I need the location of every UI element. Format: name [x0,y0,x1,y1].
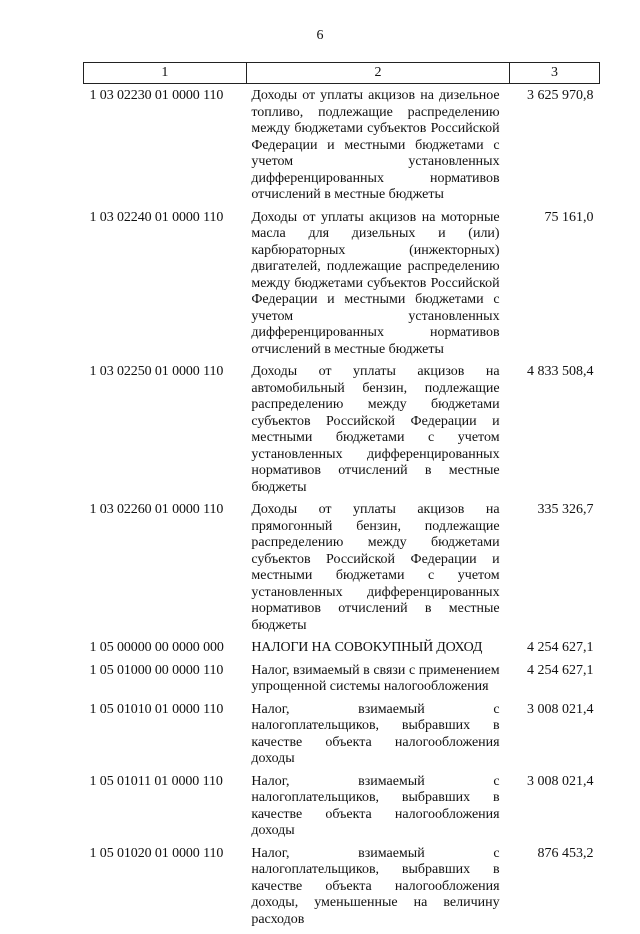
revenue-name: Налог, взимаемый в связи с применением упрощенной системы налогообложения [246,663,509,702]
budget-code: 1 03 02250 01 0000 110 [84,364,247,502]
table-row [84,84,600,210]
budget-code: 1 03 02240 01 0000 110 [84,210,247,365]
table-header [84,63,600,84]
amount: 335 326,7 [510,502,600,640]
budget-code: 1 05 01010 01 0000 110 [84,702,247,774]
table-row [84,846,600,934]
revenue-name: Доходы от уплаты акцизов на дизельное топливо, подлежащие распределению между бюджетами субъектов Российской Федерации и местными бюджетами с учетом установленных дифференцированных нормативов отчислений в местные бюджеты [246,84,509,210]
revenue-name: Доходы от уплаты акцизов на моторные масла для дизельных и (или) карбюраторных (инжекторных) двигателей, подлежащие распределению между бюджетами субъектов Российской Федерации и местными бюджетами с учетом установленных дифференцированных нормативов отчислений в местные бюджеты [246,210,509,365]
budget-code: 1 05 01020 01 0000 110 [84,846,247,934]
table-row [84,663,600,702]
header-col-3: 3 [510,63,600,84]
amount: 75 161,0 [510,210,600,365]
table-row [84,702,600,774]
revenue-name: Налог, взимаемый с налогоплательщиков, выбравших в качестве объекта налогообложения доходы, уменьшенные на величину расходов [246,846,509,934]
budget-code: 1 05 01000 00 0000 110 [84,663,247,702]
amount: 4 833 508,4 [510,364,600,502]
amount: 4 254 627,1 [510,640,600,663]
table-row [84,364,600,502]
table-row [84,640,600,663]
amount: 876 453,2 [510,846,600,934]
revenue-name: Доходы от уплаты акцизов на прямогонный бензин, подлежащие распределению между бюджетами субъектов Российской Федерации и местными бюджетами с учетом установленных дифференцированных нормативов отчислений в местные бюджеты [246,502,509,640]
amount: 3 625 970,8 [510,84,600,210]
revenue-name: НАЛОГИ НА СОВОКУПНЫЙ ДОХОД [246,640,509,663]
table-row [84,774,600,846]
table-row [84,210,600,365]
amount: 4 254 627,1 [510,663,600,702]
revenue-table [83,62,600,934]
table-row [84,502,600,640]
revenue-name: Налог, взимаемый с налогоплательщиков, выбравших в качестве объекта налогообложения доходы [246,702,509,774]
header-col-2: 2 [246,63,509,84]
amount: 3 008 021,4 [510,774,600,846]
budget-code: 1 05 00000 00 0000 000 [84,640,247,663]
revenue-name: Доходы от уплаты акцизов на автомобильный бензин, подлежащие распределению между бюджетами субъектов Российской Федерации и местными бюджетами с учетом установленных дифференцированных нормативов отчислений в местные бюджеты [246,364,509,502]
budget-code: 1 03 02260 01 0000 110 [84,502,247,640]
budget-code: 1 03 02230 01 0000 110 [84,84,247,210]
revenue-name: Налог, взимаемый с налогоплательщиков, выбравших в качестве объекта налогообложения доходы [246,774,509,846]
amount: 3 008 021,4 [510,702,600,774]
budget-code: 1 05 01011 01 0000 110 [84,774,247,846]
page-number: 6 [0,28,640,44]
header-col-1: 1 [84,63,247,84]
